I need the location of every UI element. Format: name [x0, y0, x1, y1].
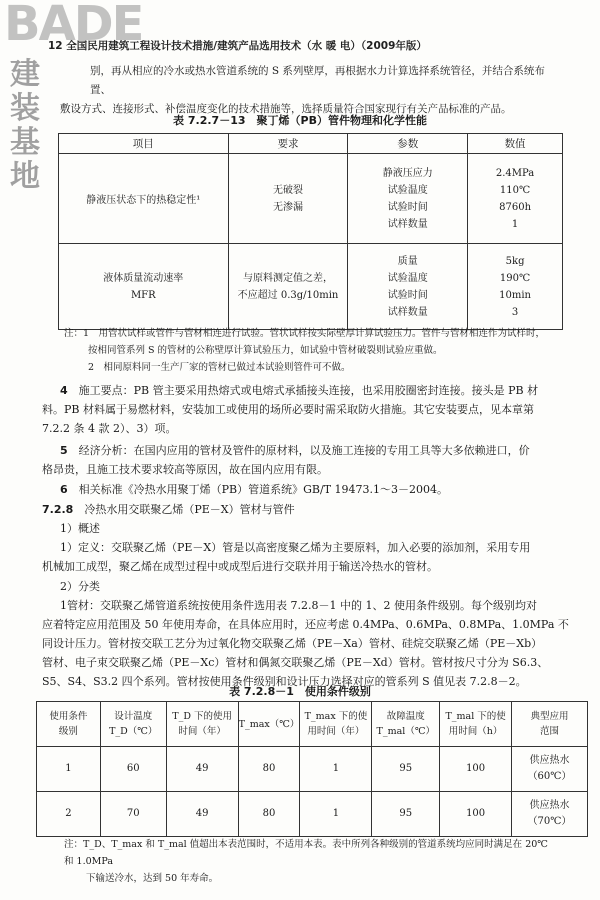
- cell-line: 试样数量: [387, 218, 428, 230]
- subsection-classification: [42, 577, 576, 596]
- table2-header: 故障温度 T_mal（℃）: [372, 702, 440, 747]
- table2-header: 典型应用 范围: [512, 702, 588, 747]
- cell-line: 110℃: [499, 184, 531, 196]
- definition-paragraph: [42, 538, 576, 576]
- table2-note: [64, 836, 560, 887]
- cell-line: 质量: [397, 255, 418, 267]
- table-cell: [228, 154, 348, 244]
- table2-header: T_D 下的使用 时间（年）: [166, 702, 238, 747]
- paragraph-line: 同设计压力。管材按交联工艺分为过氧化物交联聚乙烯（PE－Xa）管材、硅烷交联聚乙烯（PE－Xb）: [42, 637, 543, 650]
- subsection-label: 1）概述: [60, 522, 100, 535]
- table2-header: 设计温度 T_D（℃）: [100, 702, 166, 747]
- section-text: 7.2.2 条 4 款 2）、3）项。: [42, 422, 177, 435]
- table-cell: 70: [100, 792, 166, 837]
- table1-header: 要求: [228, 134, 348, 154]
- section-number: 6: [60, 483, 68, 496]
- watermark-chinese: 建装基地: [10, 57, 50, 194]
- paragraph-line: 1管材：交联聚乙烯管道系统按使用条件选用表 7.2.8－1 中的 1、2 使用条件级别。每个级别均对: [60, 599, 537, 612]
- table-cell: 2: [37, 792, 101, 837]
- note-line: 注：T_D、T_max 和 T_mal 值超出本表范围时，不适用本表。表中所列各种级别的管道系统均应同时满足在 20℃ 和 1.0MPa: [64, 839, 548, 867]
- table-cell: 80: [238, 792, 300, 837]
- table2-header: T_max（℃）: [238, 702, 300, 747]
- section-text: 施工要点：PB 管主要采用热熔式或电熔式承插接头连接，也采用胶圈密封连接。接头是 PB 材: [78, 384, 539, 397]
- table1-header: 项目: [59, 134, 229, 154]
- table-row: [37, 747, 588, 792]
- table1-header: 参数: [348, 134, 468, 154]
- table1-header: 数值: [468, 134, 563, 154]
- table-cell: [59, 244, 229, 330]
- table-cell: [468, 154, 563, 244]
- table-cell: 95: [372, 747, 440, 792]
- table-cell: [348, 244, 468, 330]
- note-line: 按相同管系列 S 的管材的公称壁厚计算试验压力，如试验中管材破裂则试验应重做。: [88, 345, 443, 356]
- classification-paragraph: [42, 596, 576, 691]
- section-title: 冷热水用交联聚乙烯（PE－X）管材与管件: [84, 503, 295, 516]
- table-cell: 1: [300, 747, 372, 792]
- cell-line: 试验温度: [387, 184, 428, 196]
- running-head: 12 全国民用建筑工程设计技术措施/建筑产品选用技术（水 暖 电）（2009年版）: [48, 40, 427, 52]
- table2-header: T_mal 下的使 用时间（h）: [440, 702, 512, 747]
- table-row: [59, 154, 563, 244]
- subsection-overview: [42, 519, 576, 538]
- paragraph-line: 1）定义：交联聚乙烯（PE－X）管是以高密度聚乙烯为主要原料，加入必要的添加剂，采用专用: [60, 541, 531, 554]
- section-text: 料。PB 材料属于易燃材料，安装加工或使用的场所必要时需采取防火措施。其它安装要点，见本章第: [42, 403, 534, 416]
- cell-line: 液体质量流动速率: [103, 272, 184, 284]
- note-line: 注：1 用管状试样或管件与管材相连进行试验。管状试样按实际壁厚计算试验压力。管件与管材相连作为试样时，: [64, 328, 546, 339]
- table-cell: 80: [238, 747, 300, 792]
- cell-line: MFR: [130, 289, 156, 301]
- table-cell: 100: [440, 747, 512, 792]
- cell-line: 试验时间: [387, 201, 428, 213]
- intro-paragraph: [60, 62, 562, 119]
- paragraph-line: 机械加工成型，聚乙烯在成型过程中或成型后进行交联并用于输送冷热水的管材。: [42, 560, 438, 573]
- paragraph-line: 管材、电子束交联聚乙烯（PE－Xc）管材和偶氮交联聚乙烯（PE－Xd）管材。管材按尺寸分为 S6.3、: [42, 656, 549, 669]
- cell-line: 5kg: [505, 255, 525, 267]
- section-number: 4: [60, 384, 68, 397]
- table-cell: 供应热水 （60℃）: [512, 747, 588, 792]
- cell-line: 试验时间: [387, 289, 428, 301]
- table-cell: [348, 154, 468, 244]
- cell-line: 190℃: [499, 272, 531, 284]
- cell-line: 1: [511, 218, 519, 230]
- section-text: 格昂贵，且施工技术要求较高等原因，故在国内应用有限。: [42, 463, 328, 476]
- table-row: [37, 792, 588, 837]
- section-text: 相关标准《冷热水用聚丁烯（PB）管道系统》GB/T 19473.1～3－2004。: [78, 483, 449, 496]
- paragraph-line: 应着特定应用范围及 50 年使用寿命，在具体应用时，还应考虑 0.4MPa、0.6MPa、0.8MPa、1.0MPa 不: [42, 618, 569, 631]
- subsection-label: 2）分类: [60, 580, 100, 593]
- table-cell: 49: [166, 747, 238, 792]
- table-cell: [468, 244, 563, 330]
- cell-line: 与原料测定值之差，: [243, 272, 334, 284]
- table-cell: 1: [300, 792, 372, 837]
- section-5: [42, 441, 576, 479]
- table2-caption: 表 7.2.8－1 使用条件级别: [229, 685, 371, 698]
- table1-notes: [64, 325, 545, 376]
- cell-line: 无渗漏: [273, 201, 304, 213]
- note-line: 2 相同原料同一生产厂家的管材已做过本试验则管件可不做。: [88, 362, 351, 373]
- cell-line: 10min: [499, 289, 531, 301]
- table-cell: 49: [166, 792, 238, 837]
- watermark-brand: BADE: [4, 0, 143, 52]
- cell-line: 3: [511, 306, 519, 318]
- pb-fitting-properties-table: [58, 133, 563, 330]
- cell-line: 2.4MPa: [495, 167, 535, 179]
- section-text: 经济分析：在国内应用的管材及管件的原材料，以及施工连接的专用工具等大多依赖进口，价: [78, 444, 530, 457]
- table-cell: 供应热水 （70℃）: [512, 792, 588, 837]
- cell-line: 试验温度: [387, 272, 428, 284]
- table-cell: 60: [100, 747, 166, 792]
- cell-line: 不应超过 0.3g/10min: [237, 289, 339, 301]
- table2-header: T_max 下的使 用时间（年）: [300, 702, 372, 747]
- paragraph-line: S5、S4、S3.2 四个系列。管材按使用条件级别和设计压力选择对应的管系列 S 值见表 7.2.8－2。: [42, 675, 527, 688]
- intro-line: 别，再从相应的冷水或热水管道系统的 S 系列壁厚，再根据水力计算选择系统管径，并结合系统布置、: [90, 65, 545, 96]
- section-number: 5: [60, 444, 68, 457]
- cell-line: 8760h: [499, 201, 532, 213]
- table-cell: 100: [440, 792, 512, 837]
- cell-line: 静液压应力: [382, 167, 433, 179]
- section-number: 7.2.8: [42, 503, 74, 516]
- table-row: [59, 244, 563, 330]
- table-cell: 1: [37, 747, 101, 792]
- section-6: [42, 480, 576, 499]
- note-line: 下输送冷水，达到 50 年寿命。: [86, 873, 219, 884]
- table-cell: 95: [372, 792, 440, 837]
- table-cell: 静液压状态下的热稳定性¹: [59, 154, 229, 244]
- table1-caption: 表 7.2.7－13 聚丁烯（PB）管件物理和化学性能: [173, 114, 427, 127]
- cell-line: 试样数量: [387, 306, 428, 318]
- section-7-2-8-heading: [42, 500, 576, 519]
- intro-line: 敷设方式、连接形式、补偿温度变化的技术措施等，选择质量符合国家现行有关产品标准的产品。: [60, 103, 512, 115]
- cell-line: 无破裂: [273, 184, 304, 196]
- usage-condition-table: [36, 701, 588, 837]
- table2-header: 使用条件 级别: [37, 702, 101, 747]
- table-cell: [228, 244, 348, 330]
- section-4: [42, 381, 576, 438]
